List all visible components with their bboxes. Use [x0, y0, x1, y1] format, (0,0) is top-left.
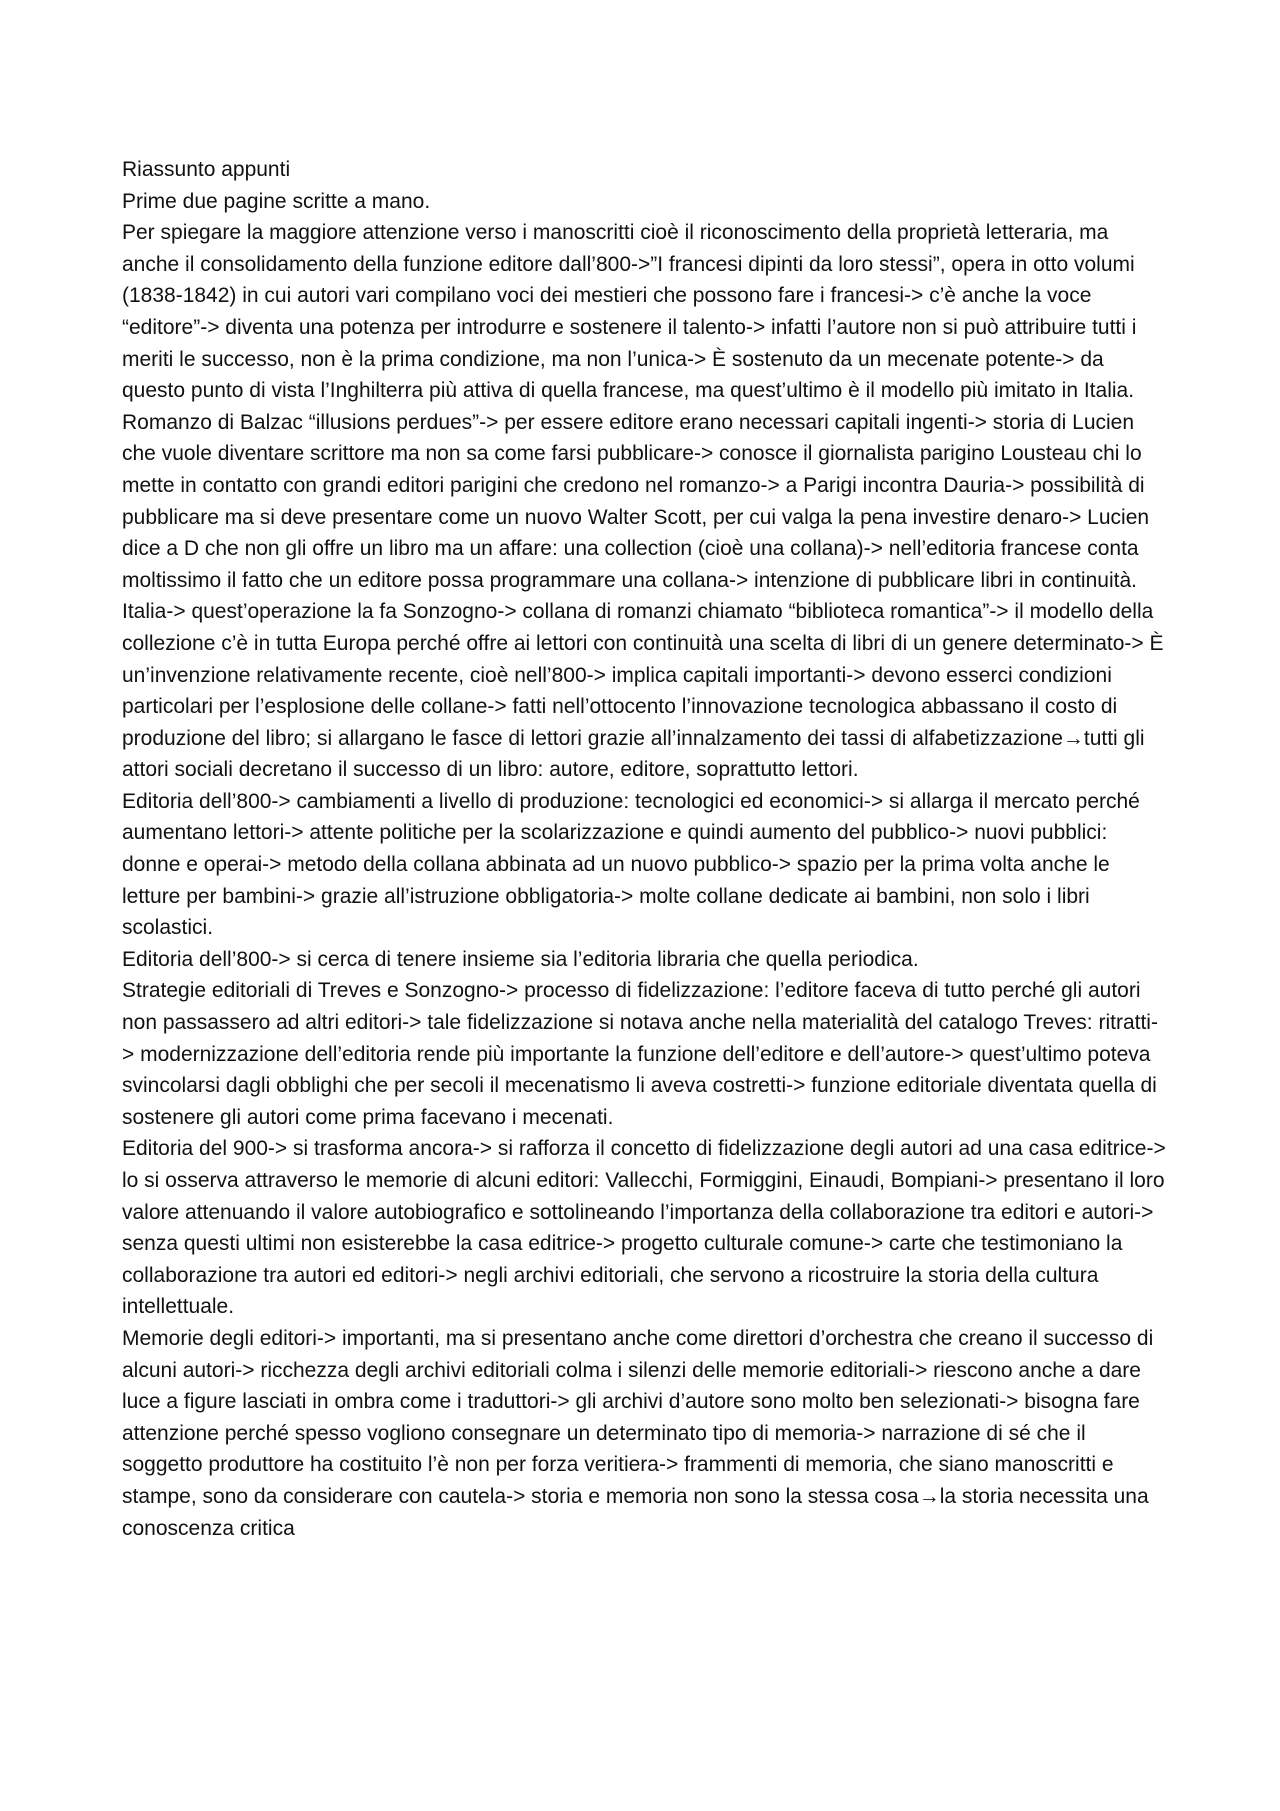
paragraph-editoria-800-produzione: Editoria dell’800-> cambiamenti a livello di produzione: tecnologici ed economici-> si allarga il mercato perché aumentano lettori-> attente politiche per la scolarizzazione e quindi aumento del pubblico-> nuovi pubblici: donne e operai-> metodo della collana abbinata ad un nuovo pubblico-> spazio per la prima volta anche le letture per bambini-> grazie all’istruzione obbligatoria-> molte collane dedicate ai bambini, non solo i libri scolastici.: [122, 789, 1140, 940]
paragraph-editoria-800-periodica: Editoria dell’800-> si cerca di tenere insieme sia l’editoria libraria che quella periodica.: [122, 947, 919, 971]
paragraph-note: Prime due pagine scritte a mano.: [122, 189, 431, 213]
document-title: Riassunto appunti: [122, 158, 291, 181]
paragraph-italia-sonzogno: Italia-> quest’operazione la fa Sonzogno-> collana di romanzi chiamato “biblioteca romantica”-> il modello della collezione c’è in tutta Europa perché offre ai lettori con continuità una scelta di libri di un genere determinato-> È un’invenzione relativamente recente, cioè nell’800-> implica capitali importanti-> devono esserci condizioni particolari per l’esplosione delle collane-> fatti nell’ottocento l’innovazione tecnologica abbassano il costo di produzione del libro; si allargano le fasce di lettori grazie all’innalzamento dei tassi di alfabetizzazione→tutti gli attori sociali decretano il successo di un libro: autore, editore, soprattutto lettori.: [122, 600, 1164, 782]
paragraph-proprieta-letteraria: Per spiegare la maggiore attenzione verso i manoscritti cioè il riconoscimento della proprietà letteraria, ma anche il consolidamento della funzione editore dall’800->”I francesi dipinti da loro stessi”, opera in otto volumi (1838-1842) in cui autori vari compilano voci dei mestieri che possono fare i francesi-> c’è anche la voce “editore”-> diventa una potenza per introdurre e sostenere il talento-> infatti l’autore non si può attribuire tutti i meriti le successo, non è la prima condizione, ma non l’unica-> È sostenuto da un mecenate potente-> da questo punto di vista l’Inghilterra più attiva di quella francese, ma quest’ultimo è il modello più imitato in Italia.: [122, 221, 1137, 403]
document-body: [122, 154, 1167, 1544]
paragraph-editoria-900: Editoria del 900-> si trasforma ancora-> si rafforza il concetto di fidelizzazione degli autori ad una casa editrice-> lo si osserva attraverso le memorie di alcuni editori: Vallecchi, Formiggini, Einaudi, Bompiani-> presentano il loro valore attenuando il valore autobiografico e sottolineando l’importanza della collaborazione tra editori e autori-> senza questi ultimi non esisterebbe la casa editrice-> progetto culturale comune-> carte che testimoniano la collaborazione tra autori ed editori-> negli archivi editoriali, che servono a ricostruire la storia della cultura intellettuale.: [122, 1137, 1166, 1319]
paragraph-balzac: Romanzo di Balzac “illusions perdues”-> per essere editore erano necessari capitali ingenti-> storia di Lucien che vuole diventare scrittore ma non sa come farsi pubblicare-> conosce il giornalista parigino Lousteau chi lo mette in contatto con grandi editori parigini che credono nel romanzo-> a Parigi incontra Dauria-> possibilità di pubblicare ma si deve presentare come un nuovo Walter Scott, per cui valga la pena investire denaro-> Lucien dice a D che non gli offre un libro ma un affare: una collection (cioè una collana)-> nell’editoria francese conta moltissimo il fatto che un editore possa programmare una collana-> intenzione di pubblicare libri in continuità.: [122, 410, 1150, 592]
paragraph-treves-sonzogno: Strategie editoriali di Treves e Sonzogno-> processo di fidelizzazione: l’editore faceva di tutto perché gli autori non passassero ad altri editori-> tale fidelizzazione si notava anche nella materialità del catalogo Treves: ritratti-> modernizzazione dell’editoria rende più importante la funzione dell’editore e dell’autore-> quest’ultimo poteva svincolarsi dagli obblighi che per secoli il mecenatismo li aveva costretti-> funzione editoriale diventata quella di sostenere gli autori come prima facevano i mecenati.: [122, 979, 1158, 1129]
paragraph-memorie-editori: Memorie degli editori-> importanti, ma si presentano anche come direttori d’orchestra che creano il successo di alcuni autori-> ricchezza degli archivi editoriali colma i silenzi delle memorie editoriali-> riescono anche a dare luce a figure lasciati in ombra come i traduttori-> gli archivi d’autore sono molto ben selezionati-> bisogna fare attenzione perché spesso vogliono consegnare un determinato tipo di memoria-> narrazione di sé che il soggetto produttore ha costituito l’è non per forza veritiera-> frammenti di memoria, che siano manoscritti e stampe, sono da considerare con cautela-> storia e memoria non sono la stessa cosa→la storia necessita una conoscenza critica: [122, 1326, 1154, 1540]
